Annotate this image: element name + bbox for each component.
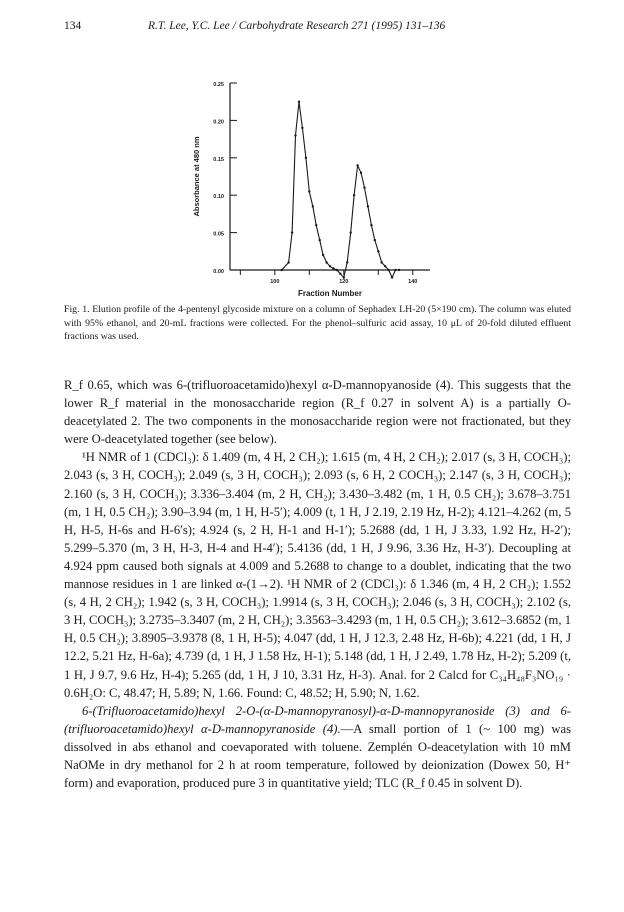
running-head: R.T. Lee, Y.C. Lee / Carbohydrate Research 271 (1995) 131–136 [148, 20, 446, 32]
data-point [387, 269, 389, 271]
paragraph-procedure [64, 702, 571, 792]
data-point [308, 190, 310, 192]
data-point [353, 194, 355, 196]
data-point [287, 261, 289, 263]
y-tick-label: 0.20 [213, 119, 224, 126]
data-point [281, 269, 283, 271]
data-point [343, 276, 345, 278]
x-tick-label: 120 [339, 279, 349, 285]
data-point [370, 224, 372, 226]
y-tick-label: 0.00 [213, 269, 224, 275]
page-number: 134 [64, 20, 82, 32]
data-point [329, 265, 331, 267]
x-axis-label: Fraction Number [297, 289, 363, 298]
y-axis [213, 82, 237, 275]
data-point [346, 261, 348, 263]
data-point [291, 231, 293, 233]
x-tick-label: 140 [408, 279, 418, 285]
data-point [312, 205, 314, 207]
y-tick-label: 0.05 [213, 231, 224, 238]
data-point [298, 101, 300, 103]
data-point [325, 261, 327, 263]
paragraph-nmr: ¹H NMR of 1 (CDCl₃): δ 1.409 (m, 4 H, 2 CH₂); 1.615 (m, 4 H, 2 CH₂); 2.017 (s, 3 H, COCH₃); 2.043 (s, 3 H, COCH₃); 2.049 (s, 3 H, COCH₃); 2.093 (s, 6 H, 2 COCH₃); 2.147 (s, 3 H, COCH₃); 2.160 (s, 3 H, COCH₃); 3.336–3.404 (m, 2 H, CH₂); 3.430–3.482 (m, 1 H, 0.5 CH₂); 3.678–3.751 (m, 1 H, 0.5 CH₂); 3.90–3.94 (m, 1 H, H-5′); 4.009 (t, 1 H, J 2.19, 2.19 Hz, H-2); 4.121–4.262 (m, 5 H, H-5, H-6s and H-6′s); 4.924 (s, 2 H, H-1 and H-1′); 5.2688 (dd, 1 H, J 3.33, 1.92 Hz, H-2′); 5.299–5.370 (m, 3 H, H-3, H-4 and H-4′); 5.4136 (dd, 1 H, J 9.96, 3.36 Hz, H-3′). Decoupling at 4.924 ppm caused both signals at 4.009 and 5.2688 to change to a doublet, indicating that the two mannose residues in 1 are linked α-(1→2). ¹H NMR of 2 (CDCl₃): δ 1.346 (m, 4 H, 2 CH₂); 1.552 (s, 4 H, 2 CH₂); 1.942 (s, 3 H, COCH₃); 1.9914 (s, 3 H, COCH₃); 2.046 (s, 3 H, COCH₃); 2.102 (s, 3 H, COCH₃); 3.2735–3.3407 (m, 2 H, CH₂); 3.3563–3.4293 (m, 1 H, 0.5 CH₂); 3.612–3.6852 (m, 1 H, 0.5 CH₂); 3.8905–3.9378 (8, 1 H, H-5); 4.047 (dd, 1 H, J 12.3, 2.48 Hz, H-6b); 4.221 (dd, 1 H, J 12.2, 5.21 Hz, H-6a); 4.739 (d, 1 H, J 1.58 Hz, H-1); 5.148 (dd, 1 H, J 2.49, 1.78 Hz, H-2); 5.209 (t, 1 H, J 9.7, 9.6 Hz, H-4); 5.265 (dd, 1 H, J 10, 3.31 Hz, H-3). Anal. for 2 Calcd for C₃₄H₄₈F₃NO₁₉ · 0.6H₂O: C, 48.47; H, 5.89; N, 1.66. Found: C, 48.52; H, 5.90; N, 1.62. [64, 450, 571, 700]
data-point [336, 269, 338, 271]
elution-profile-chart [0, 0, 624, 310]
body-text [64, 376, 571, 792]
figure-caption: Fig. 1. Elution profile of the 4-pentenyl glycoside mixture on a column of Sephadex LH-20 (5×190 cm). The column was eluted with 95% ethanol, and 20-mL fractions were collected. For the phenol–sulfuric acid assay, 10 μL of 20-fold diluted effluent fractions was used. [64, 304, 571, 343]
data-point [391, 276, 393, 278]
data-point [332, 267, 334, 269]
y-tick-label: 0.25 [213, 82, 224, 88]
data-point [398, 269, 400, 271]
data-point [381, 261, 383, 263]
data-point [315, 224, 317, 226]
series-line [282, 102, 399, 278]
data-point [356, 164, 358, 166]
y-tick-label: 0.15 [213, 156, 224, 163]
data-point [360, 172, 362, 174]
data-point [367, 205, 369, 207]
data-point [363, 187, 365, 189]
y-axis-label: Absorbance at 480 nm [192, 136, 201, 217]
data-point [294, 134, 296, 136]
procedure-text: —A small portion of 1 (~ 100 mg) was dissolved in abs ethanol and coevaporated with toluene. Zemplén O-deacetylation with 10 mM NaOMe in dry methanol for 2 h at room temperature, followed by deionization (Dowex 50, H⁺ form) and evaporation, produced pure 3 in quantitative yield; TLC (R_f 0.45 in solvent D). [64, 721, 571, 791]
data-point [301, 127, 303, 129]
paragraph-1: R_f 0.65, which was 6-(trifluoroacetamido)hexyl α-D-mannopyanoside (4). This suggests that the lower R_f material in the monosaccharide region (R_f 0.27 in solvent A) is a partially O-deacetylated 2. The two components in the monosaccharide region were not fractionated, but they were O-deacetylated together (see below). [64, 378, 571, 447]
section-subheading: 6-(Trifluoroacetamido)hexyl 2-O-(α-D-mannopyranosyl)-α-D-mannopyranoside (3) and 6-(trifluoroacetamido)hexyl α-D-mannopyranoside (4). [64, 703, 571, 736]
data-point [305, 157, 307, 159]
data-point [350, 231, 352, 233]
y-tick-label: 0.10 [213, 194, 224, 201]
x-tick-label: 100 [270, 279, 280, 285]
data-point [339, 273, 341, 275]
x-axis [230, 270, 430, 285]
data-point [374, 239, 376, 241]
data-point [377, 250, 379, 252]
data-point [384, 265, 386, 267]
data-point [394, 269, 396, 271]
data-point [322, 254, 324, 256]
plot-area [281, 101, 401, 279]
data-point [319, 239, 321, 241]
